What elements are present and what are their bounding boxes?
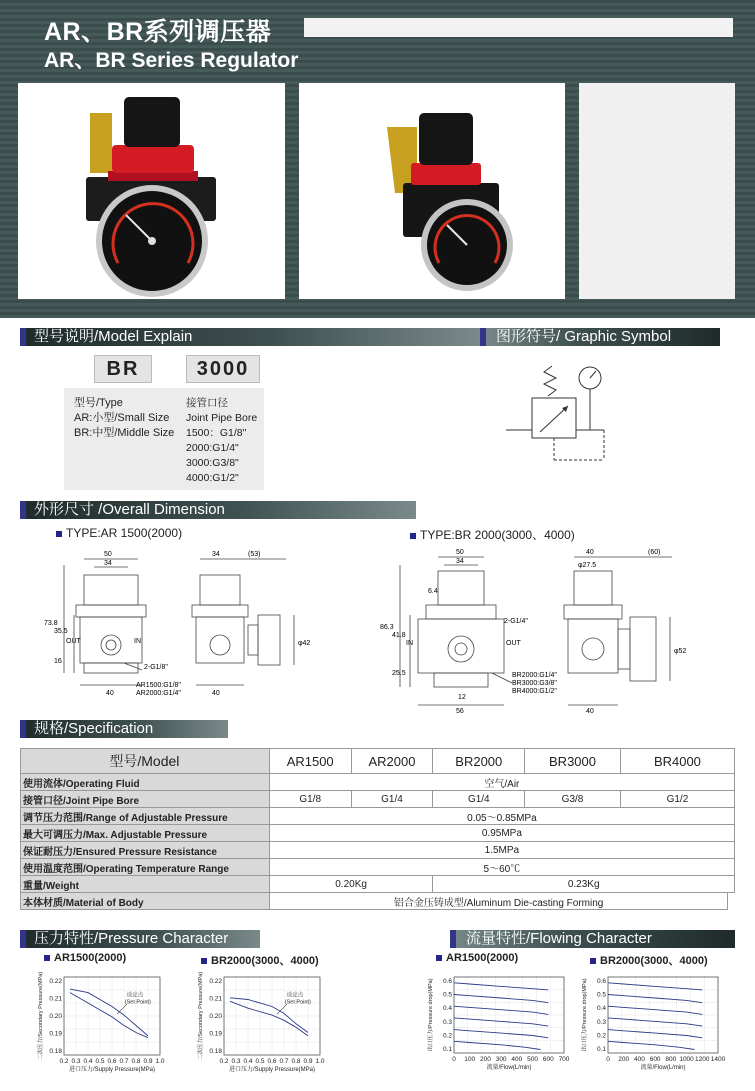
table-row [21,774,735,791]
y-tick-label: 0.4 [442,1005,452,1013]
set-point-label-cn: 设定点 [286,992,304,999]
table-row [21,825,735,842]
y-tick-label: 0.21 [49,995,62,1003]
br-dim-h2: 41.8 [392,632,406,639]
y-axis-label: 二次压力/Secondary Pressure(MPa) [198,971,204,1061]
bullet-square-icon [436,955,442,961]
ar-dim-d1: 50 [104,551,112,558]
bore-line: 3000:G3/8" [186,457,239,469]
table-row [21,876,735,893]
y-tick-label: 0.20 [49,1013,62,1020]
bore-line: 4000:G1/2" [186,472,239,484]
series-line [608,983,702,990]
spec-value: G1/8 [269,791,351,808]
spec-row-label: 最大可调压力/Max. Adjustable Pressure [21,825,270,842]
bore-line: Joint Pipe Bore [186,412,258,424]
x-tick-label: 200 [479,1056,491,1063]
bullet-square-icon [56,531,62,537]
y-tick-label: 0.3 [442,1018,452,1026]
x-axis-label: 进口压力/Supply Pressure(MPa) [68,1067,156,1073]
y-tick-label: 0.19 [209,1030,222,1038]
chart3-title-text: AR1500(2000) [446,952,519,964]
chart-grid [224,977,320,1055]
br-dim-w1: 56 [456,708,464,715]
x-tick-label: 1200 [695,1056,710,1063]
section-specification-title: 规格/Specification [34,720,154,737]
y-tick-label: 0.18 [49,1048,62,1055]
br-dim-dia: φ52 [674,648,687,655]
spec-value: 1.5MPa [269,842,734,859]
ar-dim-w1: 40 [106,690,114,697]
x-axis-label: 进口压力/Supply Pressure(MPa) [228,1067,316,1073]
x-tick-label: 0.3 [71,1058,81,1065]
y-tick-label: 0.3 [596,1018,606,1026]
x-tick-label: 1000 [679,1056,694,1063]
set-point-label-en: (Set Point) [284,999,311,1006]
x-tick-label: 0.3 [231,1058,241,1065]
series-line [608,1006,702,1014]
bullet-square-icon [201,958,207,964]
x-tick-label: 600 [649,1056,661,1063]
x-tick-label: 300 [495,1056,507,1063]
br-dim-note2: BR3000:G3/8" [512,680,557,687]
pressure-chart-ar [30,965,170,1087]
x-axis-label: 流量/Flow(L/min) [640,1065,686,1071]
chart-grid [454,977,564,1053]
spec-value: G3/8 [525,791,621,808]
series-line [454,1041,540,1049]
chart2-title-text: BR2000(3000、4000) [211,955,319,967]
br-dim-in: IN [406,640,413,647]
x-tick-label: 0.2 [219,1058,229,1065]
bullet-square-icon [590,958,596,964]
type-br-label [410,526,575,543]
type-line: BR:中型/Middle Size [74,427,175,439]
ar-dim-note2: AR2000:G1/4" [136,690,181,697]
x-tick-label: 0.4 [83,1058,93,1065]
x-tick-label: 0.9 [143,1058,153,1065]
x-tick-label: 0 [452,1056,456,1063]
type-line: AR:小型/Small Size [74,412,170,424]
y-tick-label: 0.6 [596,978,606,985]
series-line [230,1001,308,1036]
x-tick-label: 400 [633,1056,645,1063]
ar-dim-d3: 34 [212,551,220,558]
y-tick-label: 0.5 [442,991,452,999]
series-line [454,995,548,1003]
ar-dim-port: 2-G1/8" [144,664,168,671]
spec-value: 0.95MPa [269,825,734,842]
header-decor-bar [304,18,733,37]
y-tick-label: 0.4 [596,1005,606,1013]
bore-line: 接管口径 [186,397,228,409]
spec-row-label: 本体材质/Material of Body [21,893,270,910]
br-dim-d2: 34 [456,558,464,565]
y-tick-label: 0.6 [442,978,452,985]
spec-model: BR3000 [525,749,621,774]
section-pressure-character-title: 压力特性/Pressure Character [34,930,229,947]
y-axis-label: 出口压力/Pressure drop(MPa) [428,978,434,1052]
flow-chart-br [578,965,728,1087]
spec-value: 铝合金压铸成型/Aluminum Die-casting Forming [269,893,728,910]
br-dim-d3: 40 [586,549,594,556]
spec-value: G1/2 [620,791,734,808]
series-line [608,1041,694,1049]
ar-dim-h3: 16 [54,658,62,665]
y-tick-label: 0.2 [442,1032,452,1040]
chart1-title-text: AR1500(2000) [54,952,127,964]
br-dim-note3: BR4000:G1/2" [512,688,557,695]
x-tick-label: 0.6 [267,1058,277,1065]
spec-row-label: 重量/Weight [21,876,270,893]
model-code-size: 3000 [186,355,260,383]
br-dim-d6: 12 [458,694,466,701]
type-list [74,396,174,441]
flow-chart-ar [424,965,574,1087]
chart1-title [44,952,126,964]
y-tick-label: 0.1 [596,1046,606,1053]
regulator-ar-image [18,83,285,299]
y-axis-label: 二次压力/Secondary Pressure(MPa) [38,971,44,1061]
chart4-title-text: BR2000(3000、4000) [600,955,708,967]
regulator-br-image [299,83,565,299]
y-tick-label: 0.21 [209,995,222,1003]
set-point-label-en: (Set Point) [124,999,151,1006]
x-tick-label: 1.0 [155,1058,165,1065]
page-title-en: AR、BR Series Regulator [44,49,299,72]
section-flowing-character-title: 流量特性/Flowing Character [466,930,652,947]
spec-table [20,748,735,910]
ar-dim-w2: 40 [212,690,220,697]
product-photo-ar [18,83,285,299]
x-tick-label: 1400 [710,1056,726,1063]
spec-value: G1/4 [351,791,433,808]
x-tick-label: 0.8 [131,1058,141,1065]
br-dim-d4: (60) [648,549,661,556]
spec-value: 空气/Air [269,774,734,791]
table-row [21,859,735,876]
spec-value: 0.05～0.85MPa [269,808,734,825]
spec-empty-cell [728,893,735,910]
spec-model: AR1500 [269,749,351,774]
spec-value: 0.23Kg [433,876,735,893]
graphic-symbol-diagram [500,358,620,468]
x-tick-label: 0.2 [59,1058,69,1065]
y-tick-label: 0.22 [209,978,222,985]
chart-grid [64,977,160,1055]
y-tick-label: 0.22 [49,978,62,985]
section-pressure-character [20,930,260,948]
pressure-chart-br [190,965,330,1087]
br-dim-dia1: φ27.5 [578,562,597,569]
x-tick-label: 400 [511,1056,523,1063]
br-dim-h1: 86.3 [380,624,394,631]
x-tick-label: 0.5 [95,1058,105,1065]
br-dim-d5: 6.4 [428,588,438,595]
spec-value: 5～60℃ [269,859,734,876]
section-graphic-symbol [480,328,720,346]
x-tick-label: 0.9 [303,1058,313,1065]
spec-header-row [21,749,735,774]
x-tick-label: 200 [618,1056,630,1063]
y-tick-label: 0.20 [209,1013,222,1020]
x-tick-label: 0 [606,1056,610,1063]
series-line [454,983,548,990]
y-axis-label: 出口压力/Pressure drop(MPa) [582,978,588,1052]
x-tick-label: 800 [665,1056,677,1063]
page-title-cn: AR、BR系列调压器 [44,18,272,46]
section-overall-dimension-title: 外形尺寸 /Overall Dimension [34,501,225,518]
section-model-explain-title: 型号说明/Model Explain [34,328,193,345]
spec-value: 0.20Kg [269,876,433,893]
ar-dimension-drawing [24,545,324,700]
ar-dim-d2: 34 [104,560,112,567]
spec-row-label: 使用流体/Operating Fluid [21,774,270,791]
product-photo-br [299,83,565,299]
spec-header-label: 型号/Model [21,749,270,774]
x-tick-label: 0.4 [243,1058,253,1065]
x-tick-label: 600 [542,1056,554,1063]
set-point-label-cn: 设定点 [126,992,144,999]
bullet-square-icon [410,533,416,539]
spec-row-label: 调节压力范围/Range of Adjustable Pressure [21,808,270,825]
x-tick-label: 0.7 [279,1058,289,1065]
chart-grid [608,977,718,1053]
section-specification [20,720,228,738]
x-tick-label: 500 [527,1056,539,1063]
bore-list [186,396,257,486]
series-line [454,1018,548,1026]
x-tick-label: 0.5 [255,1058,265,1065]
br-dim-note1: BR2000:G1/4" [512,672,557,679]
x-tick-label: 100 [464,1056,476,1063]
type-br-text: TYPE:BR 2000(3000、4000) [420,528,575,542]
x-tick-label: 0.8 [291,1058,301,1065]
type-ar-text: TYPE:AR 1500(2000) [66,526,183,540]
section-overall-dimension [20,501,416,519]
spec-row-label: 保证耐压力/Ensured Pressure Resistance [21,842,270,859]
bore-line: 2000:G1/4" [186,442,239,454]
ar-dim-dia: φ42 [298,640,311,647]
ar-dim-d4: (53) [248,551,261,558]
bullet-square-icon [44,955,50,961]
series-line [608,995,702,1003]
section-model-explain [20,328,480,346]
ar-dim-in: IN [134,638,141,645]
bore-line: 1500：G1/8" [186,427,247,439]
set-point-leader [277,1004,287,1014]
table-row [21,808,735,825]
spec-row-label: 使用温度范围/Operating Temperature Range [21,859,270,876]
br-dim-out: OUT [506,640,521,647]
y-tick-label: 0.18 [209,1048,222,1055]
ar-dim-out: OUT [66,638,81,645]
table-row [21,791,735,808]
section-flowing-character [450,930,735,948]
spec-row-label: 接管口径/Joint Pipe Bore [21,791,270,808]
br-dimension-drawing [372,545,702,715]
series-line [454,1030,548,1038]
spec-value: G1/4 [433,791,525,808]
table-row [21,842,735,859]
br-dim-d1: 50 [456,549,464,556]
ar-dim-note1: AR1500:G1/8" [136,682,181,689]
y-tick-label: 0.2 [596,1032,606,1040]
y-tick-label: 0.19 [49,1030,62,1038]
section-graphic-symbol-title: 图形符号/ Graphic Symbol [496,328,672,345]
x-tick-label: 0.6 [107,1058,117,1065]
type-ar-label [56,526,182,540]
spec-model: BR2000 [433,749,525,774]
set-point-leader [117,1004,127,1014]
x-tick-label: 1.0 [315,1058,325,1065]
chart3-title [436,952,518,964]
type-line: 型号/Type [74,397,123,409]
ar-dim-h2: 35.5 [54,628,68,635]
series-line [454,1006,548,1014]
br-dim-w2: 40 [586,708,594,715]
spec-model: AR2000 [351,749,433,774]
x-tick-label: 0.7 [119,1058,129,1065]
model-code-series: BR [94,355,152,383]
series-line [608,1030,702,1038]
ar-dim-h1: 73.8 [44,620,58,627]
y-tick-label: 0.5 [596,991,606,999]
table-row [21,893,735,910]
series-line [608,1018,702,1026]
br-dim-h3: 25.5 [392,670,406,677]
product-photo-blank [579,83,735,299]
x-tick-label: 700 [558,1056,570,1063]
x-axis-label: 流量/Flow(L/min) [486,1065,532,1071]
y-tick-label: 0.1 [442,1046,452,1053]
br-dim-port: 2-G1/4" [504,618,528,625]
spec-model: BR4000 [620,749,734,774]
